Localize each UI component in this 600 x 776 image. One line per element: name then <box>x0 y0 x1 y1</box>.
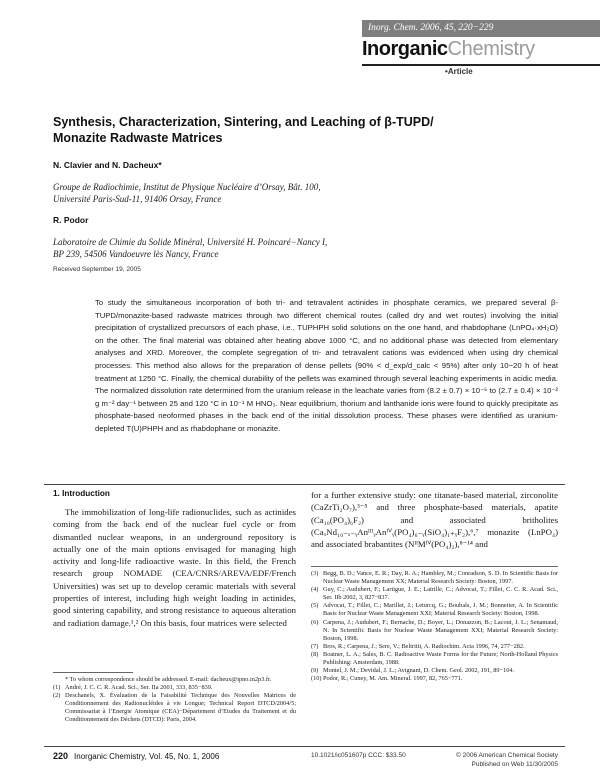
reference-item <box>53 684 296 692</box>
reference-text: Guy, C.; Audubert, F.; Lartigue, J. E.; Latrille, C.; Advocat, T.; Fillet, C. C. R. Acad. Sci., Ser. IIb 2002, 3, 827−837. <box>323 586 558 602</box>
citation-bar: Inorg. Chem. 2006, 45, 220−229 <box>362 20 600 37</box>
reference-item <box>311 643 558 651</box>
article-title <box>53 114 473 146</box>
reference-text: Begg, B. D.; Vance, E. R.; Day, R. A.; Hambley, M.; Conradson, S. D. In Scientific Basis for Nuclear Waste Management XX; Material Research Society: Boston, 1997. <box>323 570 558 586</box>
abstract <box>95 297 558 436</box>
reference-number: (2) <box>53 692 61 700</box>
footer-right <box>311 751 558 769</box>
title-line-1: Synthesis, Characterization, Sintering, and Leaching of β-TUPD/ <box>53 115 434 129</box>
received-date: Received September 19, 2005 <box>53 266 141 273</box>
journal-logo-part2: Chemistry <box>447 38 535 60</box>
reference-rule <box>311 566 558 567</box>
journal-logo-part1: Inorganic <box>362 38 448 60</box>
reference-number <box>53 676 65 684</box>
journal-issue: Inorganic Chemistry, Vol. 45, No. 1, 2006 <box>74 752 220 761</box>
reference-item <box>311 570 558 586</box>
affiliation-2-line-2: BP 239, 54506 Vandoeuvre lès Nancy, France <box>53 249 219 259</box>
reference-item <box>311 586 558 602</box>
footer-left <box>53 751 219 761</box>
reference-item <box>311 619 558 643</box>
masthead-rule <box>362 64 600 66</box>
section-divider <box>44 484 565 485</box>
reference-number: (9) <box>311 667 319 675</box>
right-column-paragraph <box>311 489 558 550</box>
author-names-2: R. Podor <box>53 215 89 225</box>
reference-text: Montel, J. M.; Devidal, J. L.; Avignant, D. Chem. Geol. 2002, 191, 89−104. <box>323 667 515 675</box>
affiliation-1 <box>53 181 321 205</box>
left-footnotes <box>53 672 296 725</box>
reference-text: Advocat, T.; Fillet, C.; Marillet, J.; Leturcq, G.; Boubals, J. M.; Bonnetier, A. In Scientific Basis for Nuclear Waste Management XXI; Material Research Society: Boston, 1998. <box>323 602 558 618</box>
affiliation-2-line-1: Laboratoire de Chimie du Solide Minéral, Université H. Poincaré−Nancy I, <box>53 237 328 247</box>
doi-code: 10.1021/ic051607p CCC: $33.50 <box>311 752 406 759</box>
author-names-1: N. Clavier and N. Dacheux* <box>53 160 162 170</box>
reference-item <box>311 602 558 618</box>
reference-number: (6) <box>311 618 319 626</box>
reference-text: Podor, R.; Cuney, M. Am. Mineral. 1997, 82, 765−771. <box>323 675 463 683</box>
reference-text: André, J. C. C. R. Acad. Sci., Ser. IIa 2001, 333, 835−839. <box>65 684 213 692</box>
journal-logo <box>362 38 535 61</box>
title-line-2: Monazite Radwaste Matrices <box>53 131 223 145</box>
reference-number: (5) <box>311 602 319 610</box>
reference-number: (10) <box>311 675 322 683</box>
reference-entries <box>311 570 558 683</box>
reference-item <box>53 676 296 684</box>
footnote-rule <box>53 672 133 673</box>
section-heading-introduction: 1. Introduction <box>53 489 110 498</box>
page-number: 220 <box>53 751 69 761</box>
introduction-text: The immobilization of long-life radionuclides, such as actinides coming from the back end of the nuclear fuel cycle or from dismantled nuclear weapons, in an underground repository is actually one of the main options envisaged for managing high activity and long-life radioactive waste. In this field, the French research group NOMADE (CEA/CNRS/AREVA/EDF/French Universities) was set up to develop ceramic materials with several properties of interest, including high weight loading in actinides, good sintering capability, and strong resistance to aqueous alteration and radiation damage.¹,² On this basis, four matrices were selected <box>53 507 296 628</box>
reference-number: (7) <box>311 642 319 650</box>
article-type-label: • Article <box>445 67 473 76</box>
published-date: Published on Web 11/30/2005 <box>471 761 558 768</box>
footer-rule <box>44 746 565 747</box>
reference-item <box>311 675 558 683</box>
abstract-text: To study the simultaneous incorporation of both tri- and tetravalent actinides in phosphate ceramics, we prepared several β-TUPD/monazite-based radwaste matrices through two different chemical routes (called dry and wet routes) involving the initial precipitation of crystallized precursors of each phase, i.e., TUPHPH solid solutions on the one hand, and rhabdophane (LnPO₄·xH₂O) on the other. The final material was obtained after heating above 1000 °C, and no additional phase was detected from elementary analyses and XRD. Moreover, the complete segregation of tri- and tetravalent cations was evidenced when using dry chemical processes. This method also allows for the preparation of dense pellets (90% < d_exp/d_calc < 95%) after only 10−20 h of heat treatment at 1250 °C. Finally, the chemical durability of the pellets was examined through several leaching experiments in acidic media. The normalized dissolution rate determined from the uranium release in the leachate varies from (8.2 ± 0.7) × 10⁻⁶ to (2.7 ± 0.4) × 10⁻² g m⁻² day⁻¹ between 25 and 120 °C in 10⁻¹ M HNO₃. Near equilibrium, thorium and lanthanide ions were found to quickly precipitate as phosphate-based neoformed phases in the back end of the initial dissolution process. These phases were identified as uranium-depleted T(U)PHPH and as rhabdophane or monazite. <box>95 298 558 433</box>
affiliation-1-line-2: Université Paris-Sud-11, 91406 Orsay, France <box>53 194 222 204</box>
reference-item <box>311 667 558 675</box>
reference-number: (1) <box>53 684 61 692</box>
reference-item <box>53 692 296 724</box>
reference-text: * To whom correspondence should be addressed. E-mail: dacheux@ipno.in2p3.fr. <box>65 676 272 683</box>
affiliation-2 <box>53 236 327 260</box>
copyright: © 2006 American Chemical Society <box>456 752 558 759</box>
reference-text: Bros, R.; Carpena, J.; Sere, V.; Beltritti, A. Radiochim. Acta 1996, 74, 277−282. <box>323 642 525 650</box>
reference-item <box>311 651 558 667</box>
reference-number: (8) <box>311 650 319 658</box>
right-column-text: for a further extensive study: one titanate-based material, zirconolite (CaZrTi₂O₇),³⁻⁵ and three phosphate-based materials, apatite (Ca₁₀(PO₄)₆F₂) and associated britholites (CaₓNd₁₀₋ₓ₋ᵧAnᴵᴵᴵᵧAnᴵⱽᵧ(PO₄)₆₋ᵧ(SiO₄)₁₊ᵧF₂),⁶,⁷ monazite (LnPO₄) and associated brabantites (NᴵᴵMᴵⱽ(PO₄)₂),⁸⁻¹⁴ and <box>311 490 558 550</box>
reference-text: Carpena, J.; Audubert, F.; Bernache, D.; Boyer, L.; Donazzon, B.; Lacout, J. L.; Senamaud, N. In Scientific Basis for Nuclear Waste Management XXI; Material Research Society: Boston, 1998. <box>323 618 558 642</box>
introduction-paragraph <box>53 506 296 629</box>
reference-number: (3) <box>311 570 319 577</box>
affiliation-1-line-1: Groupe de Radiochimie, Institut de Physique Nucléaire d’Orsay, Bât. 100, <box>53 182 321 192</box>
left-footnote-list <box>53 676 296 725</box>
reference-text: Deschanels, X. Évaluation de la Faisabilité Technique des Nouvelles Matrices de Conditionnement des Radionucléides à vie Longue; Technical Report DTCD/2004/5; Commissariat à l’Energie Atomique (CEA)−Département d’Etudes du Traitement et du Conditionnement des Déchets (DTCD): Paris, 2004. <box>65 692 296 724</box>
reference-text: Boatner, L. A.; Sales, B. C. Radioactive Waste Forms for the Future; North-Holland Physics Publishing: Amsterdam, 1988. <box>323 650 558 667</box>
reference-list <box>311 566 558 683</box>
reference-number: (4) <box>311 586 319 594</box>
